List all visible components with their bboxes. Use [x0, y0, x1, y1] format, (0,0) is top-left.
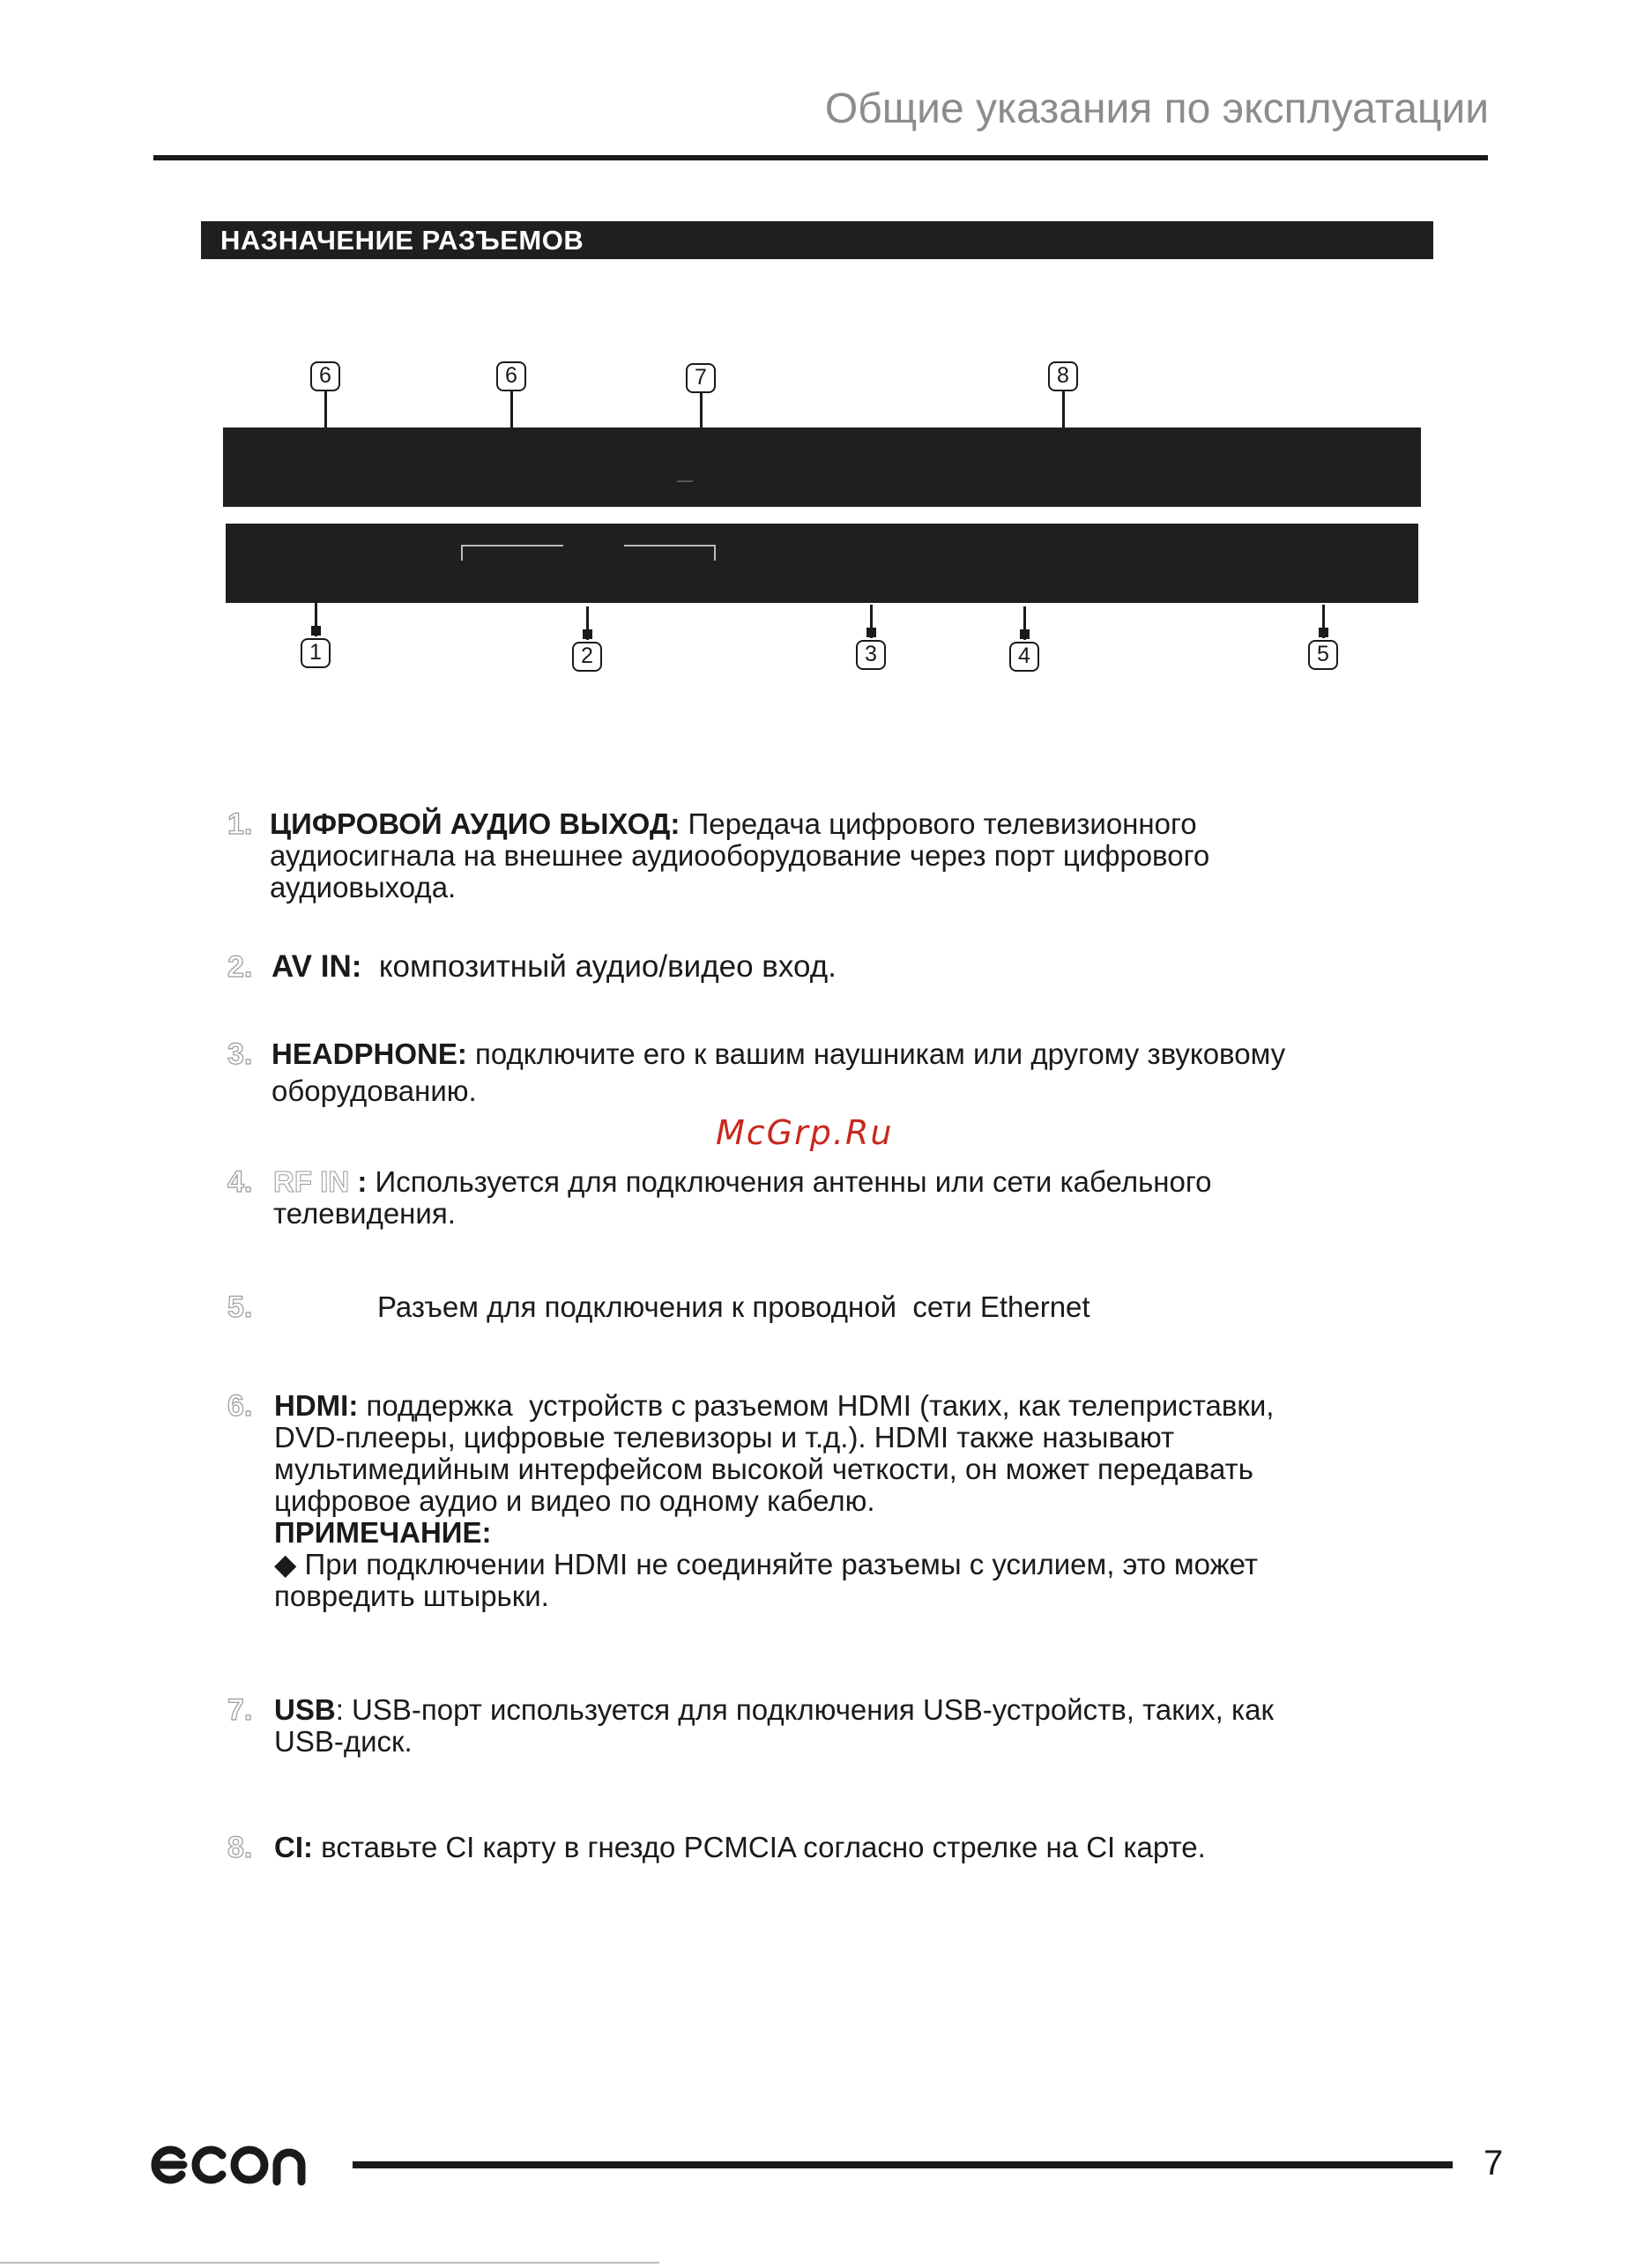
item-text: аудиосигнала на внешнее аудиооборудование через порт цифрового	[270, 839, 1210, 872]
side-panel	[223, 428, 1421, 507]
callout-stem	[324, 391, 327, 428]
item-text: Передача цифрового телевизионного	[680, 807, 1197, 840]
callout-dot	[1020, 629, 1030, 639]
note-label: ПРИМЕЧАНИЕ:	[274, 1516, 492, 1549]
watermark: McGrp.Ru	[716, 1113, 894, 1152]
callout-4: 4	[1009, 642, 1039, 672]
item-text: Разъем для подключения к проводной сети Ethernet	[377, 1290, 1090, 1323]
callout-6: 6	[310, 361, 340, 391]
rear-panel	[226, 524, 1418, 603]
footer-divider	[353, 2161, 1453, 2168]
item-text: цифровое аудио и видео по одному кабелю.	[274, 1484, 875, 1517]
item-label: ЦИФРОВОЙ АУДИО ВЫХОД:	[270, 807, 680, 840]
callout-2: 2	[572, 642, 602, 672]
list-item	[227, 1832, 1409, 1863]
callout-dot	[583, 629, 592, 639]
item-number: 5.	[227, 1290, 253, 1324]
list-item	[227, 1291, 1409, 1323]
list-item	[227, 951, 1409, 983]
callout-5: 5	[1308, 640, 1338, 670]
item-number: 2.	[227, 950, 253, 984]
item-label: CI:	[274, 1831, 313, 1863]
item-label: HEADPHONE:	[271, 1037, 467, 1070]
callout-8: 8	[1048, 361, 1078, 391]
item-label: HDMI:	[274, 1389, 359, 1422]
item-text: Используется для подключения антенны или сети кабельного	[367, 1165, 1212, 1198]
callout-7: 7	[686, 363, 716, 393]
item-text: подключите его к вашим наушникам или другому звуковому	[466, 1037, 1286, 1070]
list-item	[227, 1036, 1409, 1110]
callout-stem	[510, 391, 513, 428]
item-number: 3.	[227, 1037, 253, 1071]
item-label: USB	[274, 1693, 336, 1726]
item-text: DVD-плееры, цифровые телевизоры и т.д.). HDMI также называют	[274, 1421, 1175, 1454]
item-label-outline: RF IN	[273, 1165, 350, 1198]
item-number: 1.	[227, 807, 253, 841]
item-number: 6.	[227, 1389, 253, 1423]
callout-dot	[866, 628, 876, 637]
panel-mark	[624, 545, 716, 561]
item-text: USB-диск.	[274, 1725, 413, 1758]
item-text: поддержка устройств с разъемом HDMI (таких, как телеприставки,	[358, 1389, 1275, 1422]
callout-1: 1	[301, 638, 331, 668]
section-heading: НАЗНАЧЕНИЕ РАЗЪЕМОВ	[201, 221, 1433, 259]
list-item	[227, 808, 1409, 903]
list-item	[227, 1166, 1409, 1230]
callout-dot	[1319, 628, 1328, 637]
note-text: ◆ При подключении HDMI не соединяйте разъемы с усилием, это может	[274, 1548, 1259, 1580]
list-item	[227, 1694, 1409, 1758]
item-number: 8.	[227, 1831, 253, 1864]
item-text: оборудованию.	[271, 1075, 477, 1107]
callout-stem	[700, 393, 703, 428]
item-text: : USB-порт используется для подключения USB-устройств, таких, как	[335, 1693, 1274, 1726]
item-label: AV IN:	[271, 949, 362, 984]
scan-edge-line	[0, 2262, 659, 2264]
panel-mark	[461, 545, 563, 561]
callout-dot	[311, 626, 321, 636]
panel-mark	[677, 480, 693, 482]
item-label: :	[349, 1165, 368, 1198]
page-number: 7	[1484, 2144, 1504, 2182]
note-text: повредить штырьки.	[274, 1580, 549, 1612]
item-text: телевидения.	[273, 1197, 456, 1230]
item-text: аудиовыхода.	[270, 871, 457, 903]
list-item	[227, 1390, 1409, 1612]
econ-logo	[148, 2138, 312, 2197]
callout-3: 3	[856, 640, 886, 670]
callout-stem	[1062, 391, 1065, 428]
item-text: мультимедийным интерфейсом высокой четкости, он может передавать	[274, 1453, 1253, 1485]
item-text: композитный аудио/видео вход.	[361, 949, 837, 984]
page-header-title: Общие указания по эксплуатации	[824, 86, 1489, 132]
callout-6: 6	[496, 361, 526, 391]
item-text: вставьте CI карту в гнездо PCMCIA согласно стрелке на CI карте.	[313, 1831, 1206, 1863]
item-number: 7.	[227, 1693, 253, 1727]
header-divider	[153, 155, 1488, 160]
item-number: 4.	[227, 1165, 253, 1199]
